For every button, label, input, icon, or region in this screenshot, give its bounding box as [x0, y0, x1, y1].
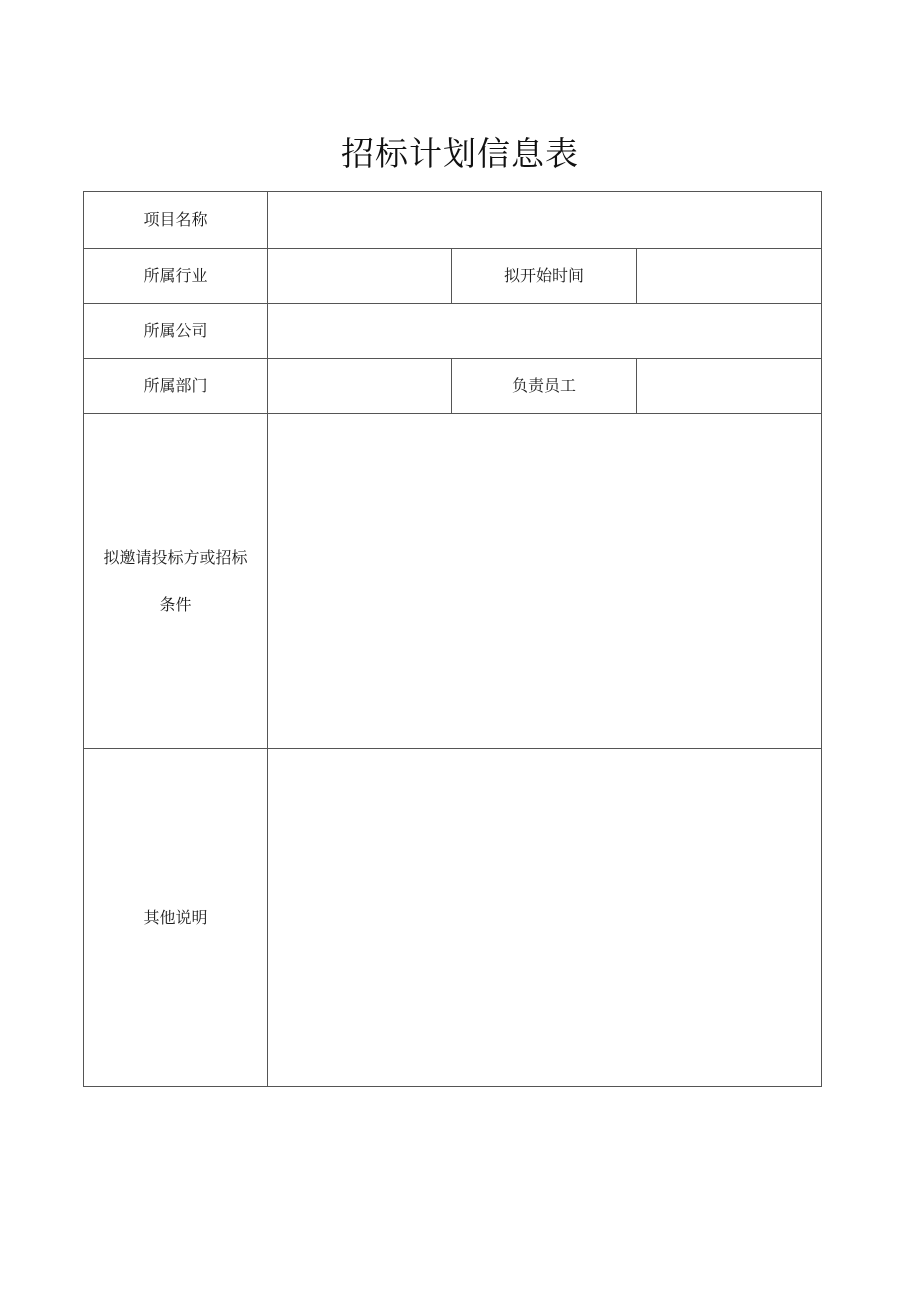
- project-name-label: 项目名称: [84, 192, 268, 249]
- form-row-department: [84, 359, 822, 414]
- invite-conditions-label-text: [103, 534, 247, 628]
- start-time-field[interactable]: [637, 249, 822, 304]
- department-field[interactable]: [268, 359, 452, 414]
- responsible-staff-label: 负责员工: [452, 359, 637, 414]
- other-notes-field[interactable]: [268, 749, 822, 1087]
- form-row-project-name: [84, 192, 822, 249]
- form-row-company: [84, 304, 822, 359]
- industry-value[interactable]: [268, 249, 451, 303]
- project-name-field[interactable]: [268, 192, 822, 249]
- form-row-industry: [84, 249, 822, 304]
- responsible-staff-value[interactable]: [637, 359, 821, 413]
- other-notes-label: 其他说明: [84, 749, 268, 1087]
- department-value[interactable]: [268, 359, 451, 413]
- bid-plan-form-table: [83, 191, 822, 1087]
- company-label: 所属公司: [84, 304, 268, 359]
- form-row-other-notes: [84, 749, 822, 1087]
- start-time-value[interactable]: [637, 249, 821, 303]
- industry-field[interactable]: [268, 249, 452, 304]
- company-value[interactable]: [268, 304, 821, 358]
- invite-conditions-label-line1: 拟邀请投标方或招标: [103, 548, 248, 567]
- form-row-invite-conditions: [84, 414, 822, 749]
- invite-conditions-label: [84, 414, 268, 749]
- industry-label: 所属行业: [84, 249, 268, 304]
- invite-conditions-value[interactable]: [268, 414, 821, 748]
- department-label: 所属部门: [84, 359, 268, 414]
- invite-conditions-field[interactable]: [268, 414, 822, 749]
- responsible-staff-field[interactable]: [637, 359, 822, 414]
- company-field[interactable]: [268, 304, 822, 359]
- start-time-label: 拟开始时间: [452, 249, 637, 304]
- other-notes-value[interactable]: [268, 749, 821, 1086]
- page-title: 招标计划信息表: [341, 134, 579, 173]
- project-name-value[interactable]: [268, 192, 821, 248]
- invite-conditions-label-line2: 条件: [159, 595, 192, 614]
